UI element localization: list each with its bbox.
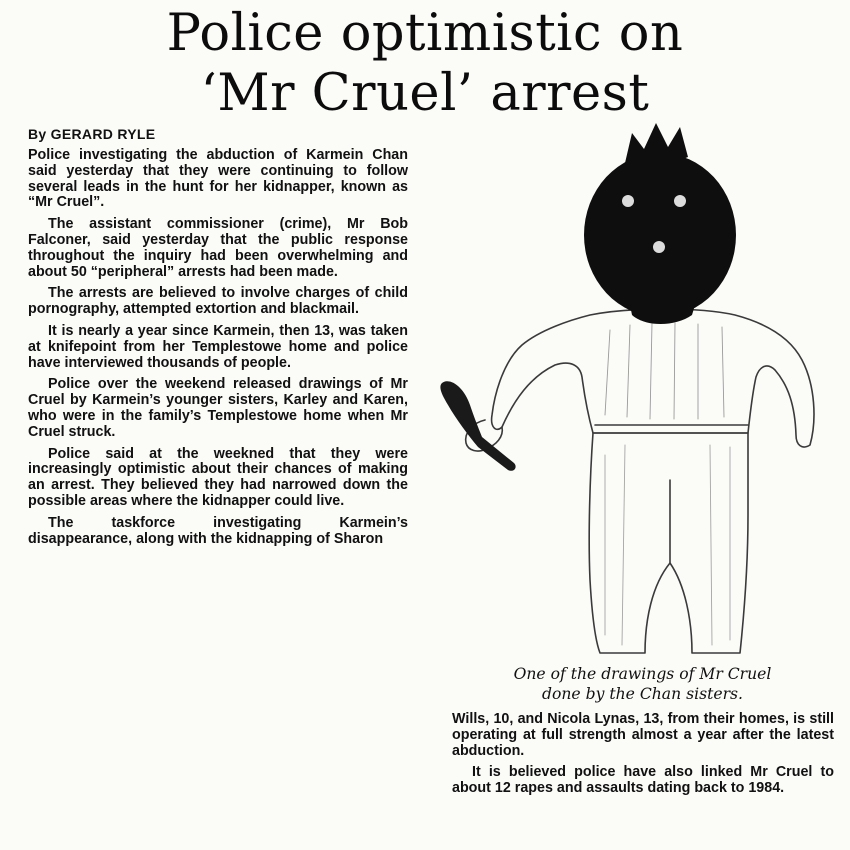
drawing-pants (589, 433, 748, 653)
caption-line-1: One of the drawings of Mr Cruel (513, 665, 772, 683)
article-paragraph: The taskforce investigating Karmein’s disappearance, along with the kidnapping of Sharon (28, 514, 408, 547)
drawing-torso (492, 309, 814, 447)
caption-line-2: done by the Chan sisters. (541, 685, 743, 703)
headline (0, 4, 850, 124)
article-paragraph: It is believed police have also linked Mr Cruel to about 12 rapes and assaults dating back to 1984. (452, 764, 834, 797)
drawing-eye-right (674, 195, 686, 207)
headline-line-2: ‘Mr Cruel’ arrest (200, 64, 650, 123)
article-column-right (452, 712, 834, 850)
figure-caption (440, 664, 845, 704)
article-paragraph: Police said at the weekned that they were increasingly optimistic about their chances of making an arrest. They believed they had narrowed down the possible areas where the kidnapper could live. (28, 445, 408, 509)
article-paragraph: Police investigating the abduction of Karmein Chan said yesterday that they were continuing to follow several leads in the hunt for her kidnapper, known as “Mr Cruel”. (28, 148, 408, 211)
headline-line-1: Police optimistic on (166, 4, 684, 63)
article-paragraph: Wills, 10, and Nicola Lynas, 13, from their homes, is still operating at full strength almost a year after the latest abduction. (452, 712, 834, 759)
drawing-mouth (653, 241, 665, 253)
article-column-left (28, 148, 408, 850)
drawing-knife (440, 381, 515, 471)
article-paragraph: The arrests are believed to involve charges of child pornography, attempted extortion and blackmail. (28, 285, 408, 318)
drawing-eye-left (622, 195, 634, 207)
drawing-crown (625, 123, 688, 165)
mr-cruel-drawing (430, 115, 840, 670)
byline: By GERARD RYLE (28, 126, 156, 142)
article-paragraph: Police over the weekend released drawings of Mr Cruel by Karmein’s younger sisters, Karley and Karen, who were in the family’s Templestowe home when Mr Cruel struck. (28, 376, 408, 440)
drawing-head (584, 153, 736, 317)
article-paragraph: It is nearly a year since Karmein, then 13, was taken at knifepoint from her Templestowe home and police have interviewed thousands of people. (28, 322, 408, 371)
article-paragraph: The assistant commissioner (crime), Mr Bob Falconer, said yesterday that the public response throughout the inquiry had been overwhelming and about 50 “peripheral” arrests had been made. (28, 216, 408, 280)
